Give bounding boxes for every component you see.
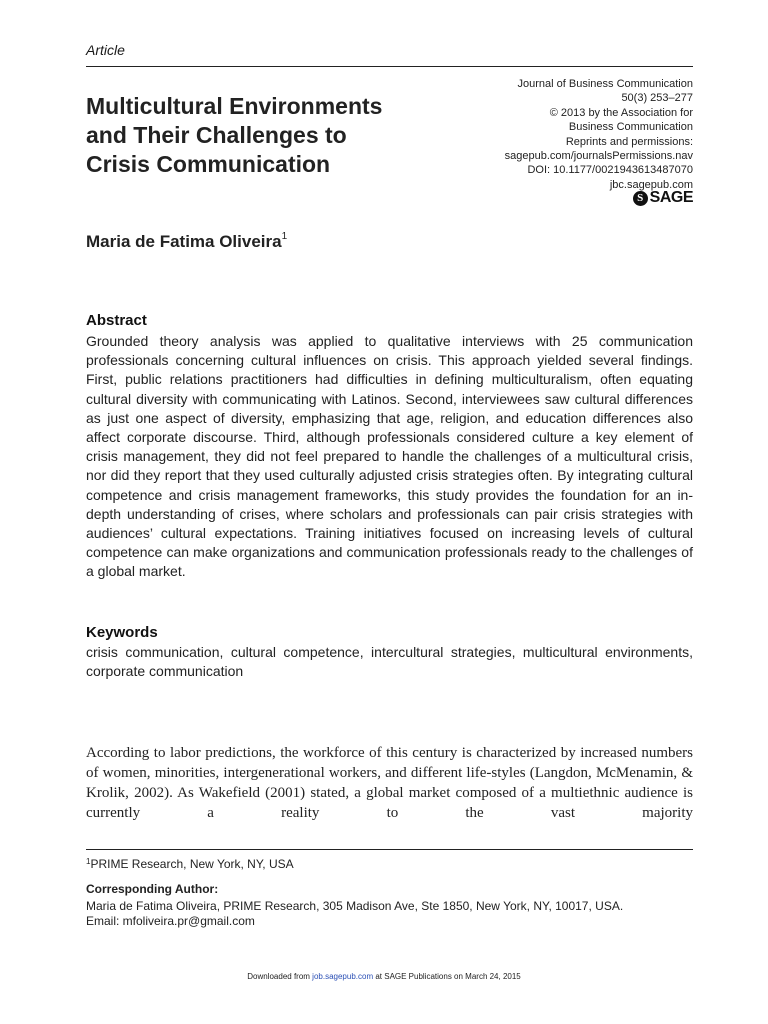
affiliation-footnote — [86, 857, 294, 871]
corresponding-author-email[interactable]: Email: mfoliveira.pr@gmail.com — [86, 914, 255, 928]
title-line: Multicultural Environments — [86, 93, 383, 119]
sage-logo — [633, 189, 693, 207]
body-paragraph: According to labor predictions, the workforce of this century is characterized by increased numbers of women, minorities, intergenerational workers, and different life-styles (Langdon, McMenamin, & Krolik, 2002). As Wakefield (2001) stated, a global market composed of a multiethnic audience is currently a reality to the vast majority — [86, 745, 693, 821]
permissions-label: Reprints and permissions: — [565, 135, 693, 148]
abstract-text: Grounded theory analysis was applied to qualitative interviews with 25 communication professionals concerning cultural influences on crisis. This approach yielded several findings. First, public relations practitioners had difficulties in defining multiculturalism, often equating cultural diversity with communicating with Latinos. Second, interviewees saw cultural differences as just one aspect of diversity, emphasizing that age, religion, and education differences also affect corporate discourse. Third, although professionals considered culture a key element of crisis management, they did not feel prepared to handle the challenges of a multicultural crisis, nor did they report that they used culturally adjusted crisis strategies often. By integrating cultural competence and crisis management frameworks, this study provides the foundation for an in-depth understanding of crises, where scholars and professionals can pair crisis strategies with audiences’ cultural expectations. Training initiatives focused on increasing levels of cultural competence can make organizations and communication professionals ready to the challenges of a global market. — [86, 333, 693, 580]
corresponding-author-heading: Corresponding Author: — [86, 882, 219, 896]
header-rule — [86, 66, 693, 67]
sage-logo-text: SAGE — [649, 189, 693, 206]
article-type-label: Article — [86, 42, 125, 58]
author-name-text: Maria de Fatima Oliveira — [86, 232, 282, 251]
journal-volume: 50(3) 253–277 — [621, 92, 693, 105]
footnote-mark: 1 — [86, 857, 91, 866]
journal-name: Journal of Business Communication — [517, 78, 693, 90]
title-line: Crisis Communication — [86, 151, 331, 177]
author-name — [86, 232, 287, 252]
doi[interactable]: DOI: 10.1177/0021943613487070 — [527, 164, 693, 177]
download-link[interactable]: job.sagepub.com — [312, 972, 374, 981]
corresponding-author-address: Maria de Fatima Oliveira, PRIME Research, 305 Madison Ave, Ste 1850, New York, NY, 10017, USA. — [86, 899, 624, 913]
journal-url[interactable]: jbc.sagepub.com — [609, 178, 693, 191]
footnote-text: PRIME Research, New York, NY, USA — [90, 857, 294, 871]
keywords-heading: Keywords — [86, 624, 158, 641]
journal-info — [463, 77, 693, 192]
title-line: and Their Challenges to — [86, 122, 347, 148]
download-prefix: Downloaded from — [247, 972, 313, 981]
footnote-rule — [86, 849, 693, 850]
permissions-link[interactable]: sagepub.com/journalsPermissions.nav — [504, 150, 693, 163]
download-suffix: at SAGE Publications on March 24, 2015 — [373, 972, 521, 981]
keywords-text: crisis communication, cultural competence, intercultural strategies, multicultural environments, corporate communication — [86, 644, 693, 680]
article-title — [86, 92, 466, 179]
sage-logo-mark: S — [633, 191, 648, 206]
abstract-heading: Abstract — [86, 312, 147, 329]
copyright-line: Business Communication — [568, 121, 693, 134]
affiliation-mark: 1 — [281, 231, 288, 242]
download-notice — [0, 972, 768, 981]
copyright-line: © 2013 by the Association for — [549, 106, 693, 119]
